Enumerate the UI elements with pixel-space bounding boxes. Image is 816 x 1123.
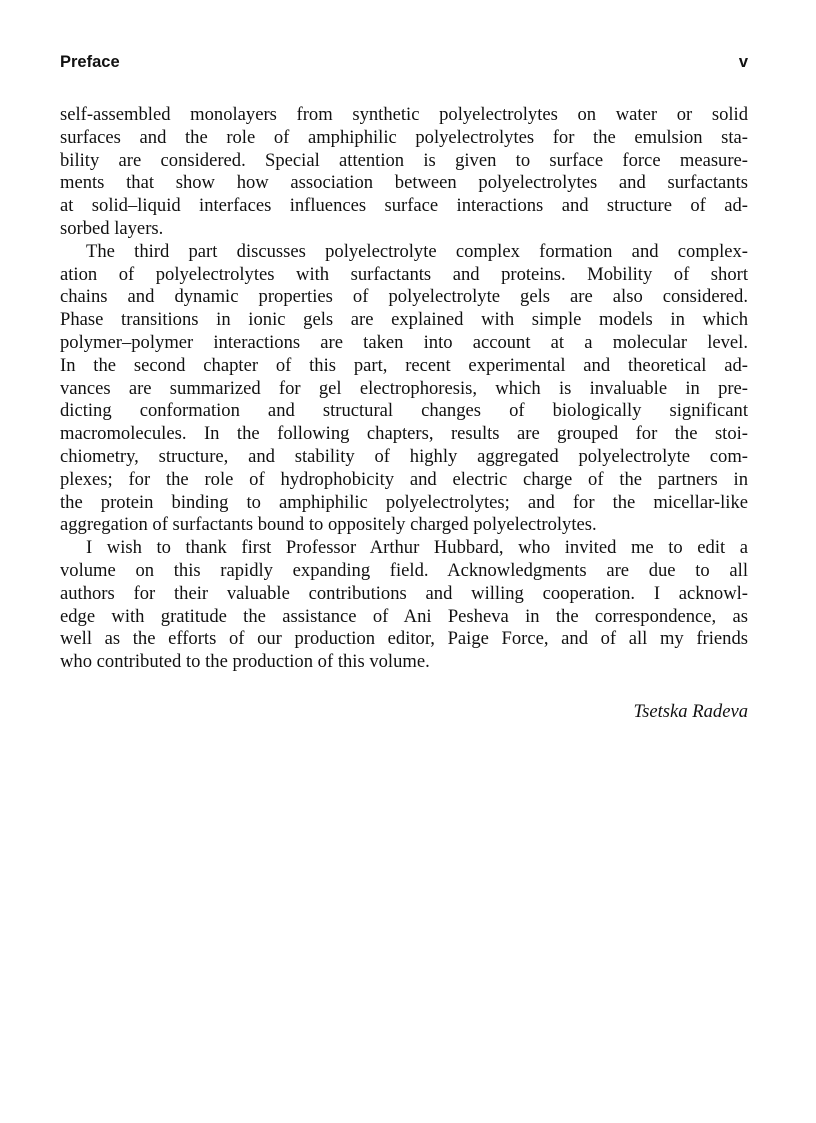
running-header xyxy=(60,53,748,72)
preface-body xyxy=(60,104,748,674)
text-line: edge with gratitude the assistance of Ani Pesheva in the correspondence, as xyxy=(60,605,748,627)
text-line: aggregation of surfactants bound to oppositely charged polyelectrolytes. xyxy=(60,514,597,536)
text-line: the protein binding to amphiphilic polyelectrolytes; and for the micellar-like xyxy=(60,491,748,513)
text-line: self-assembled monolayers from synthetic polyelectrolytes on water or solid xyxy=(60,104,748,125)
text-line: I wish to thank first Professor Arthur Hubbard, who invited me to edit a xyxy=(86,537,748,559)
text-line: bility are considered. Special attention is given to surface force measure- xyxy=(60,149,748,171)
paragraph xyxy=(60,537,748,674)
text-line: at solid–liquid interfaces influences surface interactions and structure of ad- xyxy=(60,195,748,217)
text-line: volume on this rapidly expanding field. Acknowledgments are due to all xyxy=(60,559,748,581)
text-line: surfaces and the role of amphiphilic polyelectrolytes for the emulsion sta- xyxy=(60,126,748,148)
page-number: v xyxy=(738,53,748,71)
text-line: chiometry, structure, and stability of highly aggregated polyelectrolyte com- xyxy=(60,445,748,467)
text-line: vances are summarized for gel electrophoresis, which is invaluable in pre- xyxy=(60,377,748,399)
text-line: macromolecules. In the following chapters, results are grouped for the stoi- xyxy=(60,423,748,445)
running-header-title: Preface xyxy=(60,53,120,71)
paragraph xyxy=(60,104,748,241)
text-line: chains and dynamic properties of polyelectrolyte gels are also considered. xyxy=(60,286,748,308)
author-signature: Tsetska Radeva xyxy=(633,701,748,722)
paragraph xyxy=(60,241,748,537)
text-line: sorbed layers. xyxy=(60,217,164,239)
text-line: Phase transitions in ionic gels are explained with simple models in which xyxy=(60,309,748,331)
text-line: authors for their valuable contributions and willing cooperation. I acknowl- xyxy=(60,582,748,604)
text-line: ments that show how association between polyelectrolytes and surfactants xyxy=(60,172,748,194)
text-line: well as the efforts of our production editor, Paige Force, and of all my friends xyxy=(60,628,748,650)
text-line: who contributed to the production of this volume. xyxy=(60,651,430,673)
text-line: The third part discusses polyelectrolyte complex formation and complex- xyxy=(86,240,748,262)
text-line: plexes; for the role of hydrophobicity and electric charge of the partners in xyxy=(60,468,748,490)
text-line: In the second chapter of this part, recent experimental and theoretical ad- xyxy=(60,354,748,376)
text-line: polymer–polymer interactions are taken into account at a molecular level. xyxy=(60,331,748,353)
text-line: dicting conformation and structural changes of biologically significant xyxy=(60,400,748,422)
text-line: ation of polyelectrolytes with surfactants and proteins. Mobility of short xyxy=(60,263,748,285)
